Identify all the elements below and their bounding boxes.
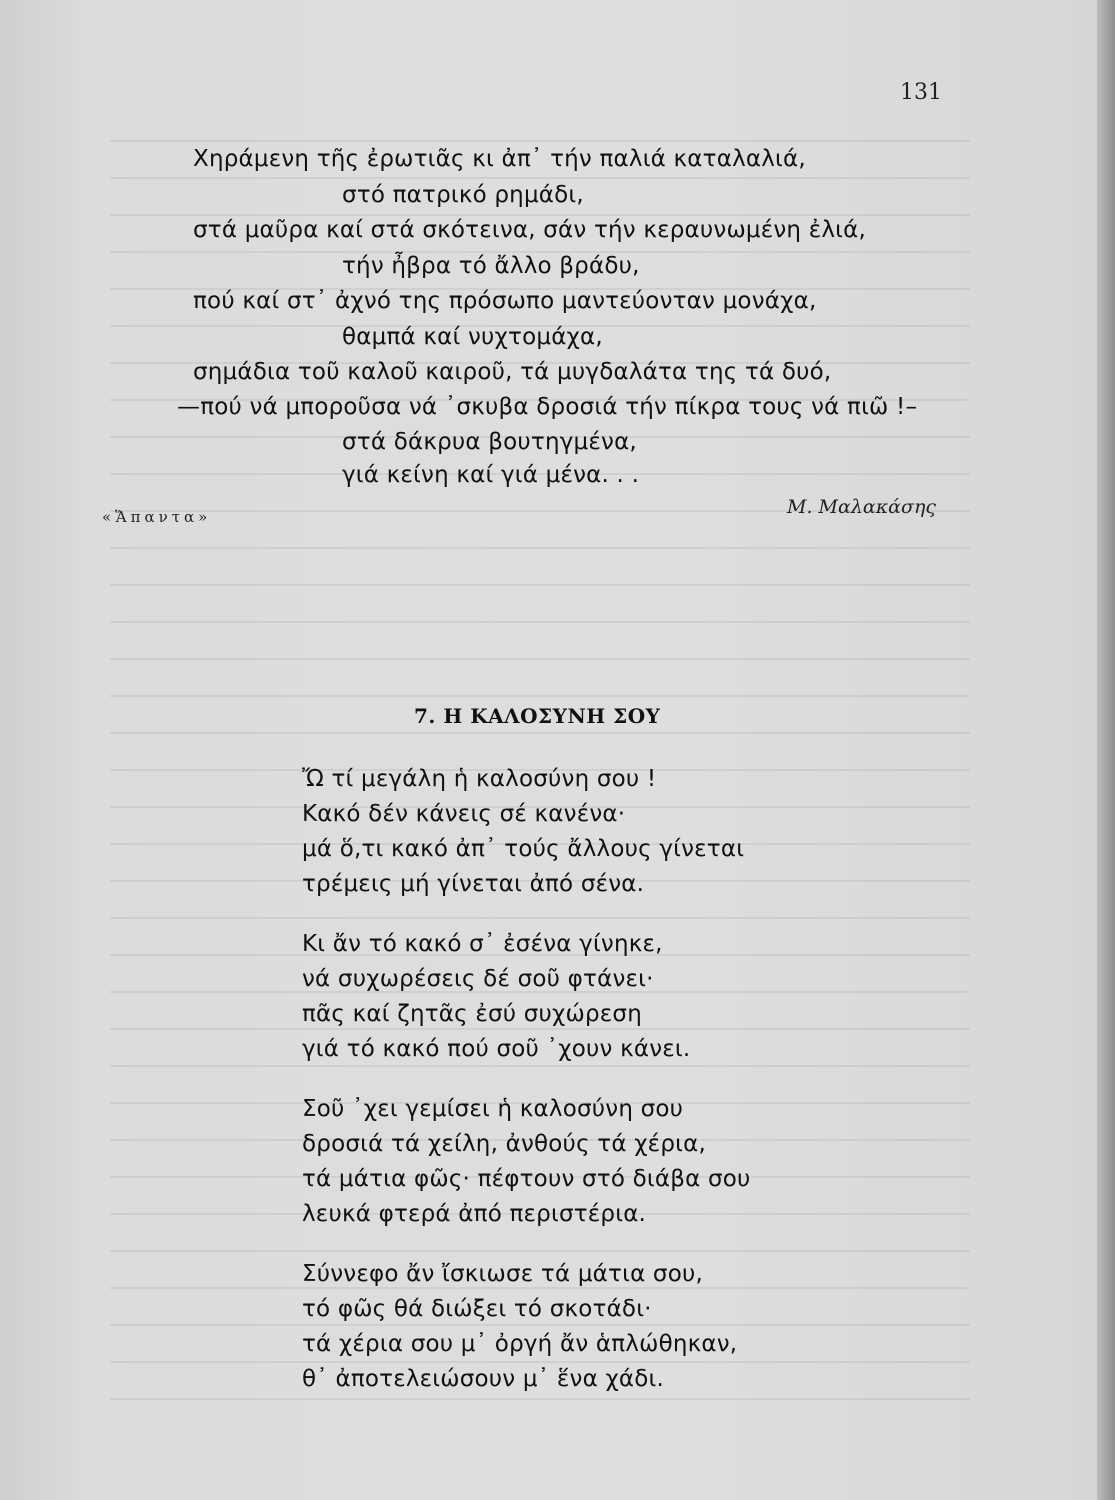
poem1-line-6: θαμπά καί νυχτομάχα, xyxy=(342,324,603,350)
poem2-line-2: Κακό δέν κάνεις σέ κανένα· xyxy=(302,801,626,827)
poem1-line-3: στά μαῦρα καί στά σκότεινα, σάν τήν κεραυνωμένη ἐλιά, xyxy=(193,217,867,243)
poem2-line-9: Σοῦ ᾽χει γεμίσει ἡ καλοσύνη σου xyxy=(302,1096,684,1122)
poem2-line-8: γιά τό κακό πού σοῦ ᾽χουν κάνει. xyxy=(302,1036,691,1062)
poem1-line-10: γιά κείνη καί γιά μένα. . . xyxy=(342,462,640,488)
poem1-line-7: σημάδια τοῦ καλοῦ καιροῦ, τά μυγδαλάτα της τά δυό, xyxy=(193,359,832,385)
poem2-line-12: λευκά φτερά ἀπό περιστέρια. xyxy=(302,1201,647,1227)
poem1-source: «Ἅπαντα» xyxy=(102,508,212,526)
poem2-line-10: δροσιά τά χείλη, ἀνθούς τά χέρια, xyxy=(302,1131,706,1157)
poem1-line-8: —πού νά μποροῦσα νά ᾽σκυβα δροσιά τήν πίκρα τους νά πιῶ !– xyxy=(177,394,918,420)
poem2-line-7: πᾶς καί ζητᾶς ἐσύ συχώρεση xyxy=(302,1001,642,1027)
poem2-line-13: Σύννεφο ἄν ἴσκιωσε τά μάτια σου, xyxy=(302,1261,704,1287)
poem1-line-1: Χηράμενη τῆς ἐρωτιᾶς κι ἀπ᾽ τήν παλιά καταλαλιά, xyxy=(193,146,806,172)
poem2-line-5: Κι ἄν τό κακό σ᾽ ἐσένα γίνηκε, xyxy=(302,931,663,957)
poem2-heading: 7. Η ΚΑΛΟΣΥΝΗ ΣΟΥ xyxy=(414,704,661,728)
poem1-author: Μ. Μαλακάσης xyxy=(787,496,936,518)
poem2-line-4: τρέμεις μή γίνεται ἀπό σένα. xyxy=(302,871,645,897)
poem1-line-2: στό πατρικό ρημάδι, xyxy=(342,182,584,208)
poem1-line-4: τήν ἦβρα τό ἄλλο βράδυ, xyxy=(342,253,640,279)
poem1-line-5: πού καί στ᾽ ἀχνό της πρόσωπο μαντεύονταν μονάχα, xyxy=(193,288,817,314)
poem2-line-3: μά ὅ,τι κακό ἀπ᾽ τούς ἄλλους γίνεται xyxy=(302,836,745,862)
poem2-line-16: θ᾽ ἀποτελειώσουν μ᾽ ἕνα χάδι. xyxy=(302,1366,665,1392)
poem1-line-9: στά δάκρυα βουτηγμένα, xyxy=(342,429,637,455)
poem2-line-11: τά μάτια φῶς· πέφτουν στό διάβα σου xyxy=(302,1166,751,1192)
page-number: 131 xyxy=(900,80,942,105)
page-edge-shadow xyxy=(1097,0,1115,1500)
poem2-line-14: τό φῶς θά διώξει τό σκοτάδι· xyxy=(302,1296,652,1322)
poem2-line-1: Ὤ τί μεγάλη ἡ καλοσύνη σου ! xyxy=(302,766,657,792)
poem2-line-6: νά συχωρέσεις δέ σοῦ φτάνει· xyxy=(302,966,654,992)
poem2-line-15: τά χέρια σου μ᾽ ὀργή ἄν ἁπλώθηκαν, xyxy=(302,1331,738,1357)
